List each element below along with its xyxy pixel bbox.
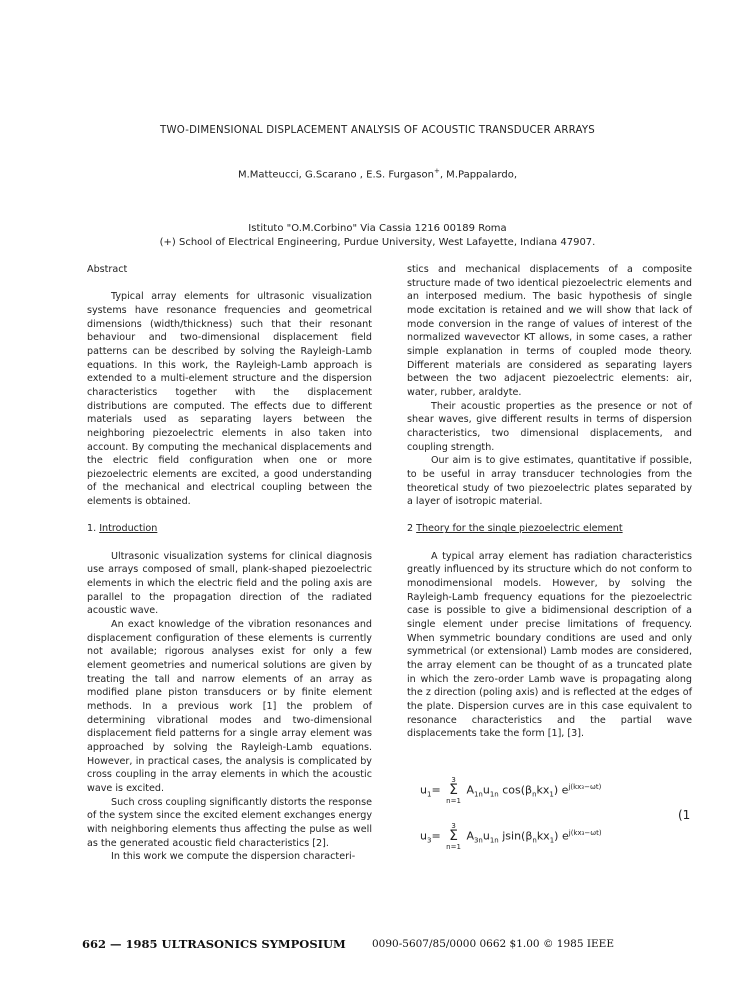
eq2-lhs-sub: 3 bbox=[426, 836, 432, 845]
eq2-func-sub: n bbox=[532, 836, 537, 845]
eq2-func-end: kx bbox=[536, 829, 550, 843]
eq1-lhs-sub: 1 bbox=[426, 790, 432, 799]
intro-paragraph-4: In this work we compute the dispersion characteri- bbox=[111, 851, 356, 863]
eq2-exponent: j(kx₃−ωt) bbox=[568, 828, 602, 837]
right-column bbox=[407, 263, 692, 741]
section-2-heading bbox=[407, 522, 692, 536]
eq2-coef: A bbox=[466, 829, 474, 843]
eq2-coef-sub: 3n bbox=[473, 836, 483, 845]
eq1-func-end-sub: 1 bbox=[549, 790, 554, 799]
authors-before: M.Matteucci, G.Scarano , E.S. Furgason bbox=[237, 169, 434, 181]
section-2-number: 2 bbox=[407, 523, 414, 535]
theory-paragraph-1: A typical array element has radiation characteristics greatly influenced by its structure which do not conform to monodimensional models. However, by solving the Rayleigh-Lamb frequency equations for the piezoelectric case is possible to give a bidimensional description of a single element under precise limitations of frequency. When symmetric boundary conditions are used and only symmetrical (or extensional) Lamb modes are considered, the array element can be thought of as a truncated plate in which the zero-order Lamb wave is propagating along the z direction (poling axis) and is reflected at the edges of the plate. Dispersion curves are in this case equivalent to resonance characteristics and the partial wave displacements take the form [1], [3]. bbox=[407, 550, 692, 740]
eq1-coef-sub: 1n bbox=[473, 790, 483, 799]
sum-lower: n=1 bbox=[446, 843, 461, 851]
eq1-func-sub: n bbox=[532, 790, 537, 799]
footer-venue: 662 — 1985 ULTRASONICS SYMPOSIUM bbox=[82, 937, 346, 951]
section-1-number: 1. bbox=[87, 523, 97, 535]
equation-u1: $u_1= 3$ Σ n=1 $A_{1n}u_{1n}$ $\cos(\beta_nkx_1)$ $e^{j(kx_3-\omega t)}$ bbox=[420, 776, 602, 805]
eq1-u-sub: 1n bbox=[489, 790, 499, 799]
authors-after: , M.Pappalardo, bbox=[439, 169, 518, 181]
author-affiliation-mark: + bbox=[433, 167, 440, 175]
equation-number: (1 bbox=[678, 808, 691, 822]
abstract-text: Typical array elements for ultrasonic visualization systems have resonance frequencies and geometrical dimensions (width/thickness) such that their resonant behaviour and two-dimensional displacement field patterns can be described by solving the Rayleigh-Lamb equations. In this work, the Rayleigh-Lamb approach is extended to a multi-element structure and the dispersion characteristics together with the displacement distributions are computed. The effects due to different materials used as separating layers between the neighboring piezoelectric elements in also taken into account. By computing the mechanical displacements and the electric field configuration when one or more piezoelectric elements are excited, a good understanding of the mechanical and electrical coupling between the elements is obtained. bbox=[87, 291, 372, 508]
eq2-func-end-sub: 1 bbox=[549, 836, 555, 845]
abstract-heading: Abstract bbox=[87, 264, 128, 275]
continued-paragraph: stics and mechanical displacements of a composite structure made of two identical piezoelectric elements and an interposed medium. The basic hypothesis of single mode excitation is retained and we will show that lack of mode conversion in the range of values of interest of the normalized wavevector KT allows, in some cases, a rather simple explanation in terms of coupled mode theory. Different materials are considered as separating layers between the two adjacent piezoelectric elements: air, water, rubber, araldyte. bbox=[407, 264, 692, 398]
eq1-exp-base: e bbox=[561, 783, 569, 797]
eq1-func-end: kx bbox=[536, 783, 550, 797]
summation-symbol: 3 Σ n=1 bbox=[446, 776, 461, 805]
section-1-heading bbox=[87, 522, 372, 536]
sum-lower: n=1 bbox=[446, 797, 461, 805]
eq1-lhs: u bbox=[420, 783, 427, 797]
paragraph-acoustic-properties: Their acoustic properties as the presence or not of shear waves, give different results in terms of dispersion characteristics, two dimensional displacements, and coupling strength. bbox=[407, 400, 692, 453]
eq1-coef: A bbox=[466, 783, 474, 797]
sum-upper: 3 bbox=[451, 822, 456, 830]
author-list bbox=[0, 167, 755, 180]
left-column bbox=[87, 263, 372, 864]
paper-title: TWO-DIMENSIONAL DISPLACEMENT ANALYSIS OF ACOUSTIC TRANSDUCER ARRAYS bbox=[160, 125, 595, 136]
eq2-lhs: u bbox=[420, 829, 427, 843]
affiliation-1: Istituto "O.M.Corbino" Via Cassia 1216 00189 Roma bbox=[248, 223, 507, 234]
intro-paragraph-2: An exact knowledge of the vibration resonances and displacement configuration of these elements is currently not available; rigorous analyses exist for only a few element geometries and numerical solutions are given by treating the tall and narrow elements of an array as modified plane piston transducers or by finite element methods. In a previous work [1] the problem of determining vibrational modes and two-dimensional displacement field patterns for a single array element was approached by solving the Rayleigh-Lamb equations. However, in practical cases, the analysis is complicated by cross coupling in the array elements in which the acoustic wave is excited. bbox=[87, 619, 372, 794]
sum-upper: 3 bbox=[451, 776, 456, 784]
intro-paragraph-3: Such cross coupling significantly distorts the response of the system since the excited element exchanges energy with neighboring elements thus affecting the pulse as well as the generated acoustic field characteristics [2]. bbox=[87, 796, 372, 849]
eq1-exponent: j(kx₃−ωt) bbox=[568, 782, 602, 791]
summation-symbol: 3 Σ n=1 bbox=[446, 822, 461, 851]
equation-u3: $u_3= 3$ Σ n=1 $A_{3n}u_{1n}$ $jsin(\beta_nkx_1)$ $e^{j(kx_3-\omega t)}$ bbox=[420, 822, 602, 851]
intro-paragraph-1: Ultrasonic visualization systems for clinical diagnosis use arrays composed of small, plank-shaped piezoelectric elements in which the electric field and the poling axis are parallel to the propagation direction of the radiated acoustic wave. bbox=[87, 550, 372, 617]
eq1-func: cos(β bbox=[502, 783, 533, 797]
section-2-title: Theory for the single piezoelectric element bbox=[416, 523, 623, 535]
eq2-u: u bbox=[482, 829, 490, 843]
eq2-func: jsin(β bbox=[502, 829, 533, 843]
affiliation-2: (+) School of Electrical Engineering, Purdue University, West Lafayette, Indiana 47907. bbox=[159, 237, 596, 248]
eq2-exp-base: e bbox=[561, 829, 569, 843]
section-1-title: Introduction bbox=[99, 523, 158, 535]
footer-copyright: 0090-5607/85/0000 0662 $1.00 © 1985 IEEE bbox=[372, 938, 614, 950]
paragraph-aim: Our aim is to give estimates, quantitative if possible, to be useful in array transducer technologies from the theoretical study of two piezoelectric plates separated by a layer of isotropic material. bbox=[407, 455, 692, 508]
eq1-u: u bbox=[482, 783, 490, 797]
eq2-u-sub: 1n bbox=[489, 836, 499, 845]
